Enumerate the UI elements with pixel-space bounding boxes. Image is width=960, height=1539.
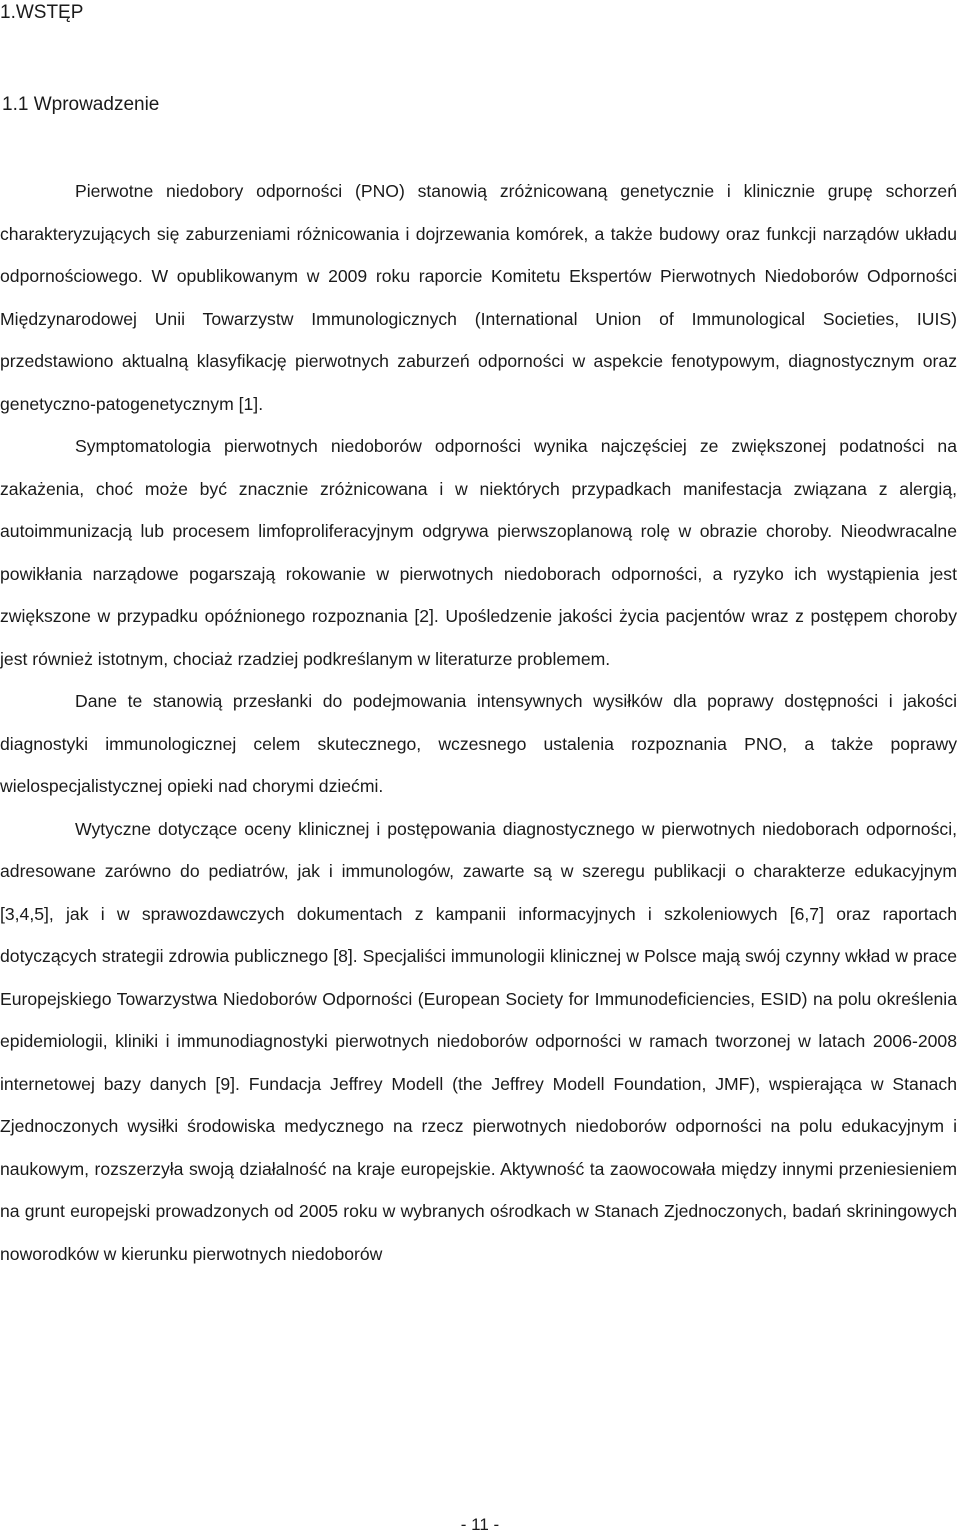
paragraph-1: Pierwotne niedobory odporności (PNO) stanowią zróżnicowaną genetycznie i klinicznie grupę schorzeń charakteryzujących się zaburzeniami różnicowania i dojrzewania komórek, a także budowy oraz funkcji narządów układu odpornościowego. W opublikowanym w 2009 roku raporcie Komitetu Ekspertów Pierwotnych Niedoborów Odporności Międzynarodowej Unii Towarzystw Immunologicznych (International Union of Immunological Societies, IUIS) przedstawiono aktualną klasyfikację pierwotnych zaburzeń odporności w aspekcie fenotypowym, diagnostycznym oraz genetyczno-patogenetycznym [1]. bbox=[0, 181, 957, 414]
chapter-heading: 1.WSTĘP bbox=[0, 2, 84, 23]
section-heading: 1.1 Wprowadzenie bbox=[2, 94, 160, 115]
paragraph-3: Dane te stanowią przesłanki do podejmowania intensywnych wysiłków dla poprawy dostępności i jakości diagnostyki immunologicznej celem skutecznego, wczesnego ustalenia rozpoznania PNO, a także poprawy wielospecjalistycznej opieki nad chorymi dziećmi. bbox=[0, 691, 957, 796]
paragraph-2: Symptomatologia pierwotnych niedoborów odporności wynika najczęściej ze zwiększonej podatności na zakażenia, choć może być znacznie zróżnicowana i w niektórych przypadkach manifestacja związana z alergią, autoimmunizacją lub procesem limfoproliferacyjnym odgrywa pierwszoplanową rolę w obrazie choroby. Nieodwracalne powikłania narządowe pogarszają rokowanie w pierwotnych niedoborach odporności, a ryzyko ich wystąpienia jest zwiększone w przypadku opóźnionego rozpoznania [2]. Upośledzenie jakości życia pacjentów wraz z postępem choroby jest również istotnym, chociaż rzadziej podkreślanym w literaturze problemem. bbox=[0, 436, 957, 669]
page-number: - 11 - bbox=[460, 1515, 500, 1534]
paragraph-4: Wytyczne dotyczące oceny klinicznej i postępowania diagnostycznego w pierwotnych niedoborach odporności, adresowane zarówno do pediatrów, jak i immunologów, zawarte są w szeregu publikacji o charakterze edukacyjnym [3,4,5], jak i w sprawozdawczych dokumentach z kampanii informacyjnych i szkoleniowych [6,7] oraz raportach dotyczących strategii zdrowia publicznego [8]. Specjaliści immunologii klinicznej w Polsce mają swój czynny wkład w prace Europejskiego Towarzystwa Niedoborów Odporności (European Society for Immunodeficiencies, ESID) na polu określenia epidemiologii, kliniki i immunodiagnostyki pierwotnych niedoborów odporności w ramach tworzonej w latach 2006-2008 internetowej bazy danych [9]. Fundacja Jeffrey Modell (the Jeffrey Modell Foundation, JMF), wspierająca w Stanach Zjednoczonych wysiłki środowiska medycznego na rzecz pierwotnych niedoborów odporności na polu edukacyjnym i naukowym, rozszerzyła swoją działalność na kraje europejskie. Aktywność ta zaowocowała między innymi przeniesieniem na grunt europejski prowadzonych od 2005 roku w wybranych ośrodkach w Stanach Zjednoczonych, badań skriningowych noworodków w kierunku pierwotnych niedoborów bbox=[0, 818, 957, 1264]
body-text bbox=[0, 170, 957, 1275]
